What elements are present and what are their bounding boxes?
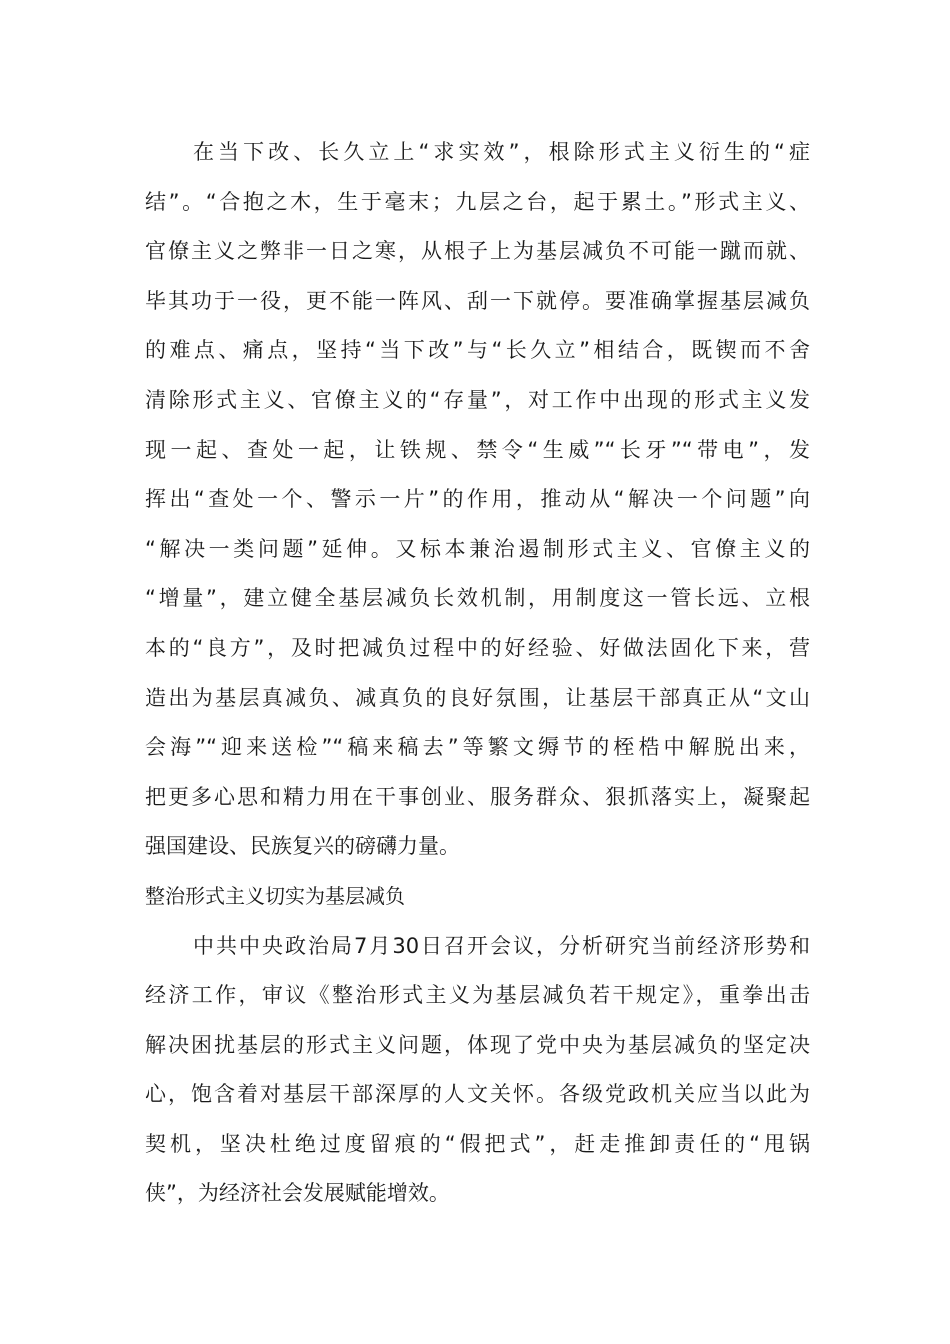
- paragraph-line: 清除形式主义、官僚主义的“存量”，对工作中出现的形式主义发: [145, 387, 810, 412]
- document-body: [145, 128, 810, 1219]
- paragraph-line: 造出为基层真减负、减真负的良好氛围，让基层干部真正从“文山: [145, 685, 810, 710]
- paragraph-line: 侠”，为经济社会发展赋能增效。: [145, 1181, 450, 1206]
- paragraph-line: 会海”“迎来送检”“稿来稿去”等繁文缛节的桎梏中解脱出来，: [145, 735, 810, 760]
- paragraph-line: 官僚主义之弊非一日之寒，从根子上为基层减负不可能一蹴而就、: [145, 239, 810, 264]
- paragraph-line: 现一起、查处一起，让铁规、禁令“生威”“长牙”“带电”，发: [145, 437, 810, 462]
- paragraph-2: [145, 922, 810, 1220]
- paragraph-line: 把更多心思和精力用在干事创业、服务群众、狠抓落实上，凝聚起: [145, 784, 810, 809]
- paragraph-line: 的难点、痛点，坚持“当下改”与“长久立”相结合，既锲而不舍: [145, 338, 810, 363]
- paragraph-line: 心，饱含着对基层干部深厚的人文关怀。各级党政机关应当以此为: [145, 1082, 810, 1107]
- paragraph-line: “增量”，建立健全基层减负长效机制，用制度这一管长远、立根: [145, 586, 810, 611]
- paragraph-line: 在当下改、长久立上“求实效”，根除形式主义衍生的“症: [193, 140, 810, 164]
- paragraph-line: 毕其功于一役，更不能一阵风、刮一下就停。要准确掌握基层减负: [145, 288, 810, 313]
- paragraph-line: 结”。“合抱之木，生于毫末；九层之台，起于累土。”形式主义、: [145, 189, 810, 214]
- paragraph-line: 中共中央政治局7月30日召开会议，分析研究当前经济形势和: [193, 933, 810, 958]
- paragraph-line: “解决一类问题”延伸。又标本兼治遏制形式主义、官僚主义的: [145, 536, 810, 561]
- paragraph-line: 挥出“查处一个、警示一片”的作用，推动从“解决一个问题”向: [145, 487, 810, 512]
- paragraph-1: [145, 128, 810, 872]
- paragraph-line: 契机，坚决杜绝过度留痕的“假把式”，赶走推卸责任的“甩锅: [145, 1131, 810, 1156]
- paragraph-line: 经济工作，审议《整治形式主义为基层减负若干规定》，重拳出击: [145, 983, 810, 1008]
- section-heading: 整治形式主义切实为基层减负: [145, 883, 405, 908]
- paragraph-line: 解决困扰基层的形式主义问题，体现了党中央为基层减负的坚定决: [145, 1032, 810, 1057]
- paragraph-line: 强国建设、民族复兴的磅礴力量。: [145, 834, 460, 859]
- paragraph-line: 本的“良方”，及时把减负过程中的好经验、好做法固化下来，营: [145, 635, 810, 660]
